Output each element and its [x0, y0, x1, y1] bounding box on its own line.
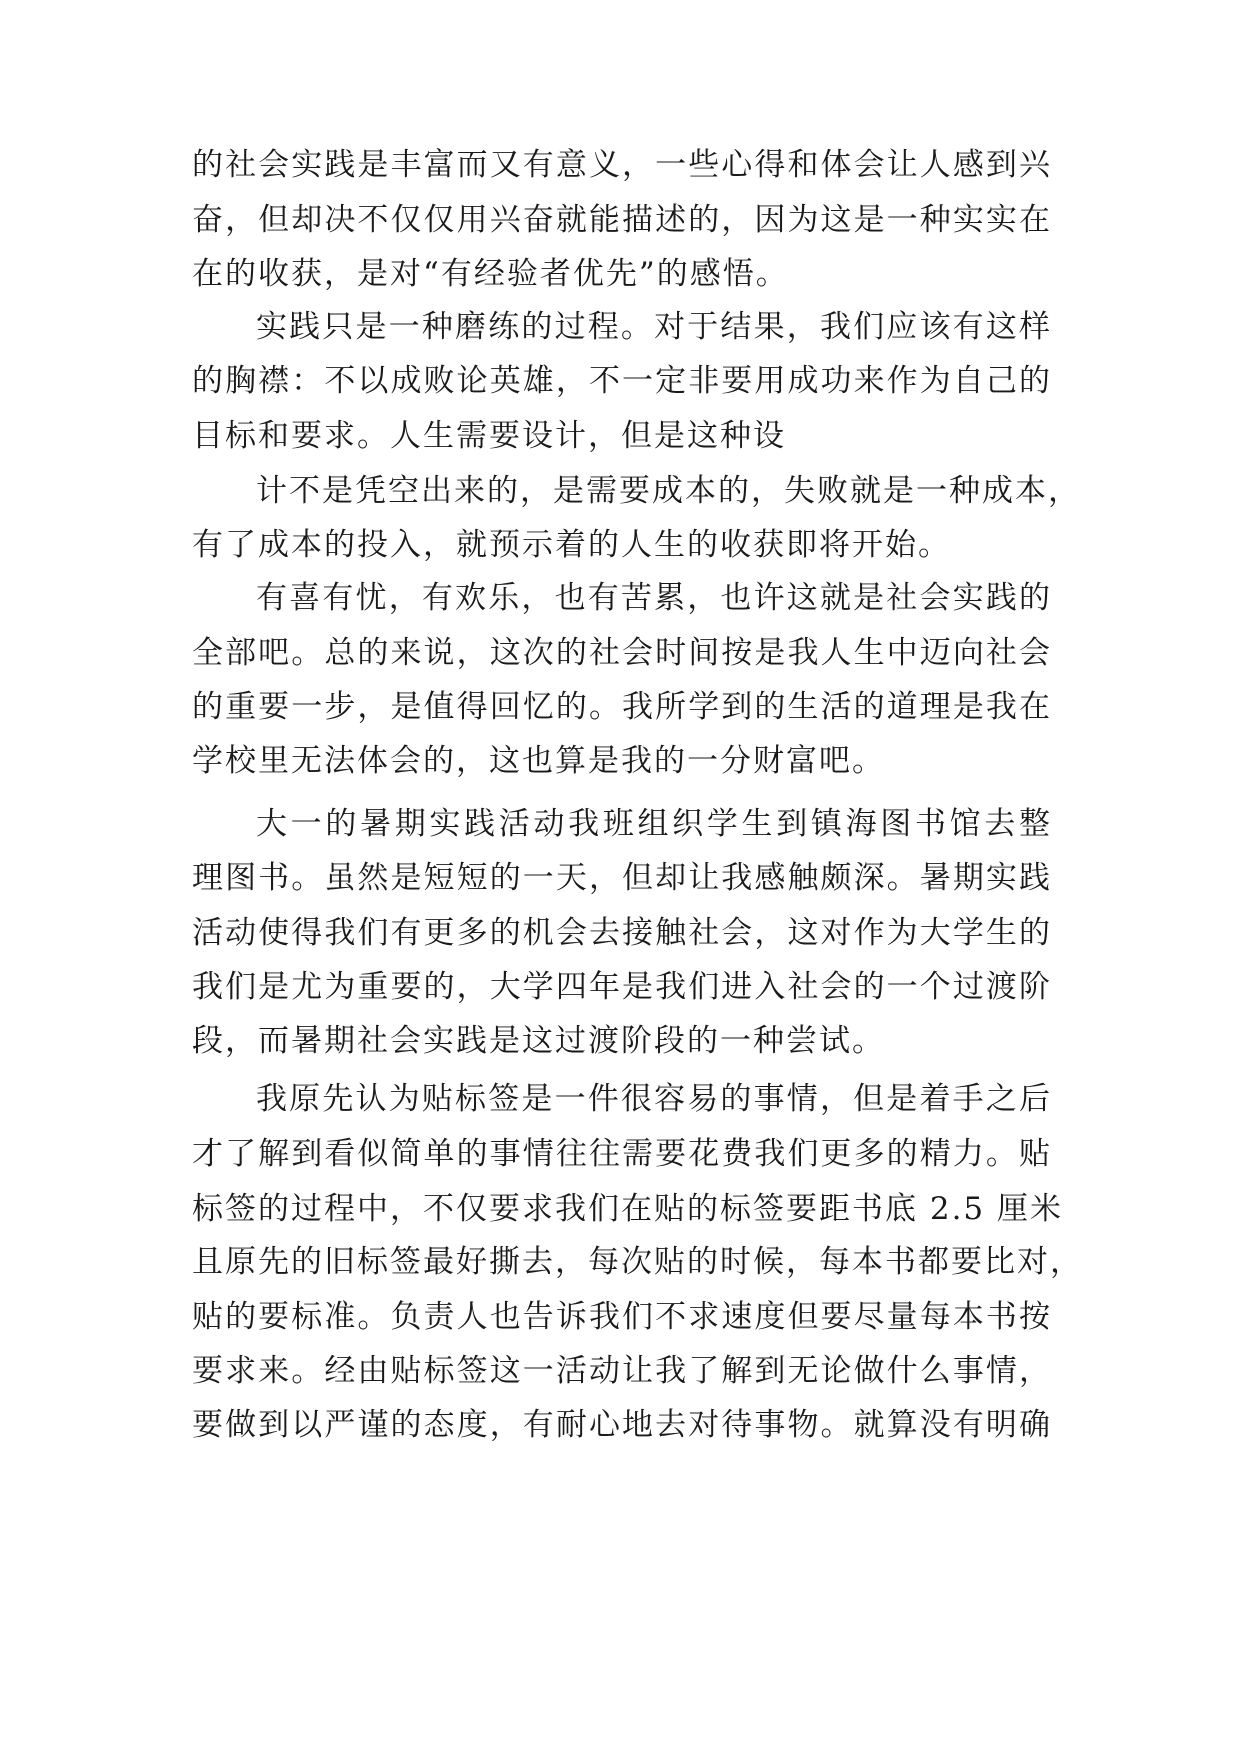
paragraph-first-line: 大一的暑期实践活动我班组织学生到镇海图书馆去整 [256, 806, 1052, 842]
text-line: 且原先的旧标签最好撕去，每次贴的时候，每本书都要比对， [192, 1244, 1083, 1280]
text-line: 的社会实践是丰富而又有意义，一些心得和体会让人感到兴 [192, 147, 1052, 183]
text-line: 理图书。虽然是短短的一天，但却让我感触颇深。暑期实践 [192, 860, 1052, 896]
text-line: 有了成本的投入，就预示着的人生的收获即将开始。 [192, 527, 951, 563]
text-line: 的胸襟：不以成败论英雄，不一定非要用成功来作为自己的 [192, 363, 1052, 399]
text-line: 我们是尤为重要的，大学四年是我们进入社会的一个过渡阶 [192, 969, 1052, 1005]
text-line: 在的收获，是对“有经验者优先”的感悟。 [192, 256, 789, 292]
paragraph-first-line: 有喜有忧，有欢乐，也有苦累，也许这就是社会实践的 [256, 580, 1052, 616]
text-line: 全部吧。总的来说，这次的社会时间按是我人生中迈向社会 [192, 635, 1052, 671]
text-line: 要做到以严谨的态度，有耐心地去对待事物。就算没有明确 [192, 1407, 1052, 1443]
text-line: 标签的过程中，不仅要求我们在贴的标签要距书底 2.5 厘米 [192, 1191, 1064, 1227]
text-line: 的重要一步，是值得回忆的。我所学到的生活的道理是我在 [192, 689, 1052, 725]
text-line: 段，而暑期社会实践是这过渡阶段的一种尝试。 [192, 1023, 885, 1059]
text-line: 才了解到看似简单的事情往往需要花费我们更多的精力。贴 [192, 1136, 1052, 1172]
paragraph-first-line: 实践只是一种磨练的过程。对于结果，我们应该有这样 [256, 309, 1052, 345]
text-line: 贴的要标准。负责人也告诉我们不求速度但要尽量每本书按 [192, 1299, 1052, 1335]
paragraph-first-line: 计不是凭空出来的，是需要成本的，失败就是一种成本， [256, 473, 1081, 509]
paragraph-first-line: 我原先认为贴标签是一件很容易的事情，但是着手之后 [256, 1081, 1052, 1117]
text-line: 奋，但却决不仅仅用兴奋就能描述的，因为这是一种实实在 [192, 202, 1052, 238]
text-line: 目标和要求。人生需要设计，但是这种设 [192, 418, 786, 454]
text-line: 要求来。经由贴标签这一活动让我了解到无论做什么事情， [192, 1353, 1052, 1389]
text-line: 学校里无法体会的，这也算是我的一分财富吧。 [192, 743, 885, 779]
text-line: 活动使得我们有更多的机会去接触社会，这对作为大学生的 [192, 915, 1052, 951]
